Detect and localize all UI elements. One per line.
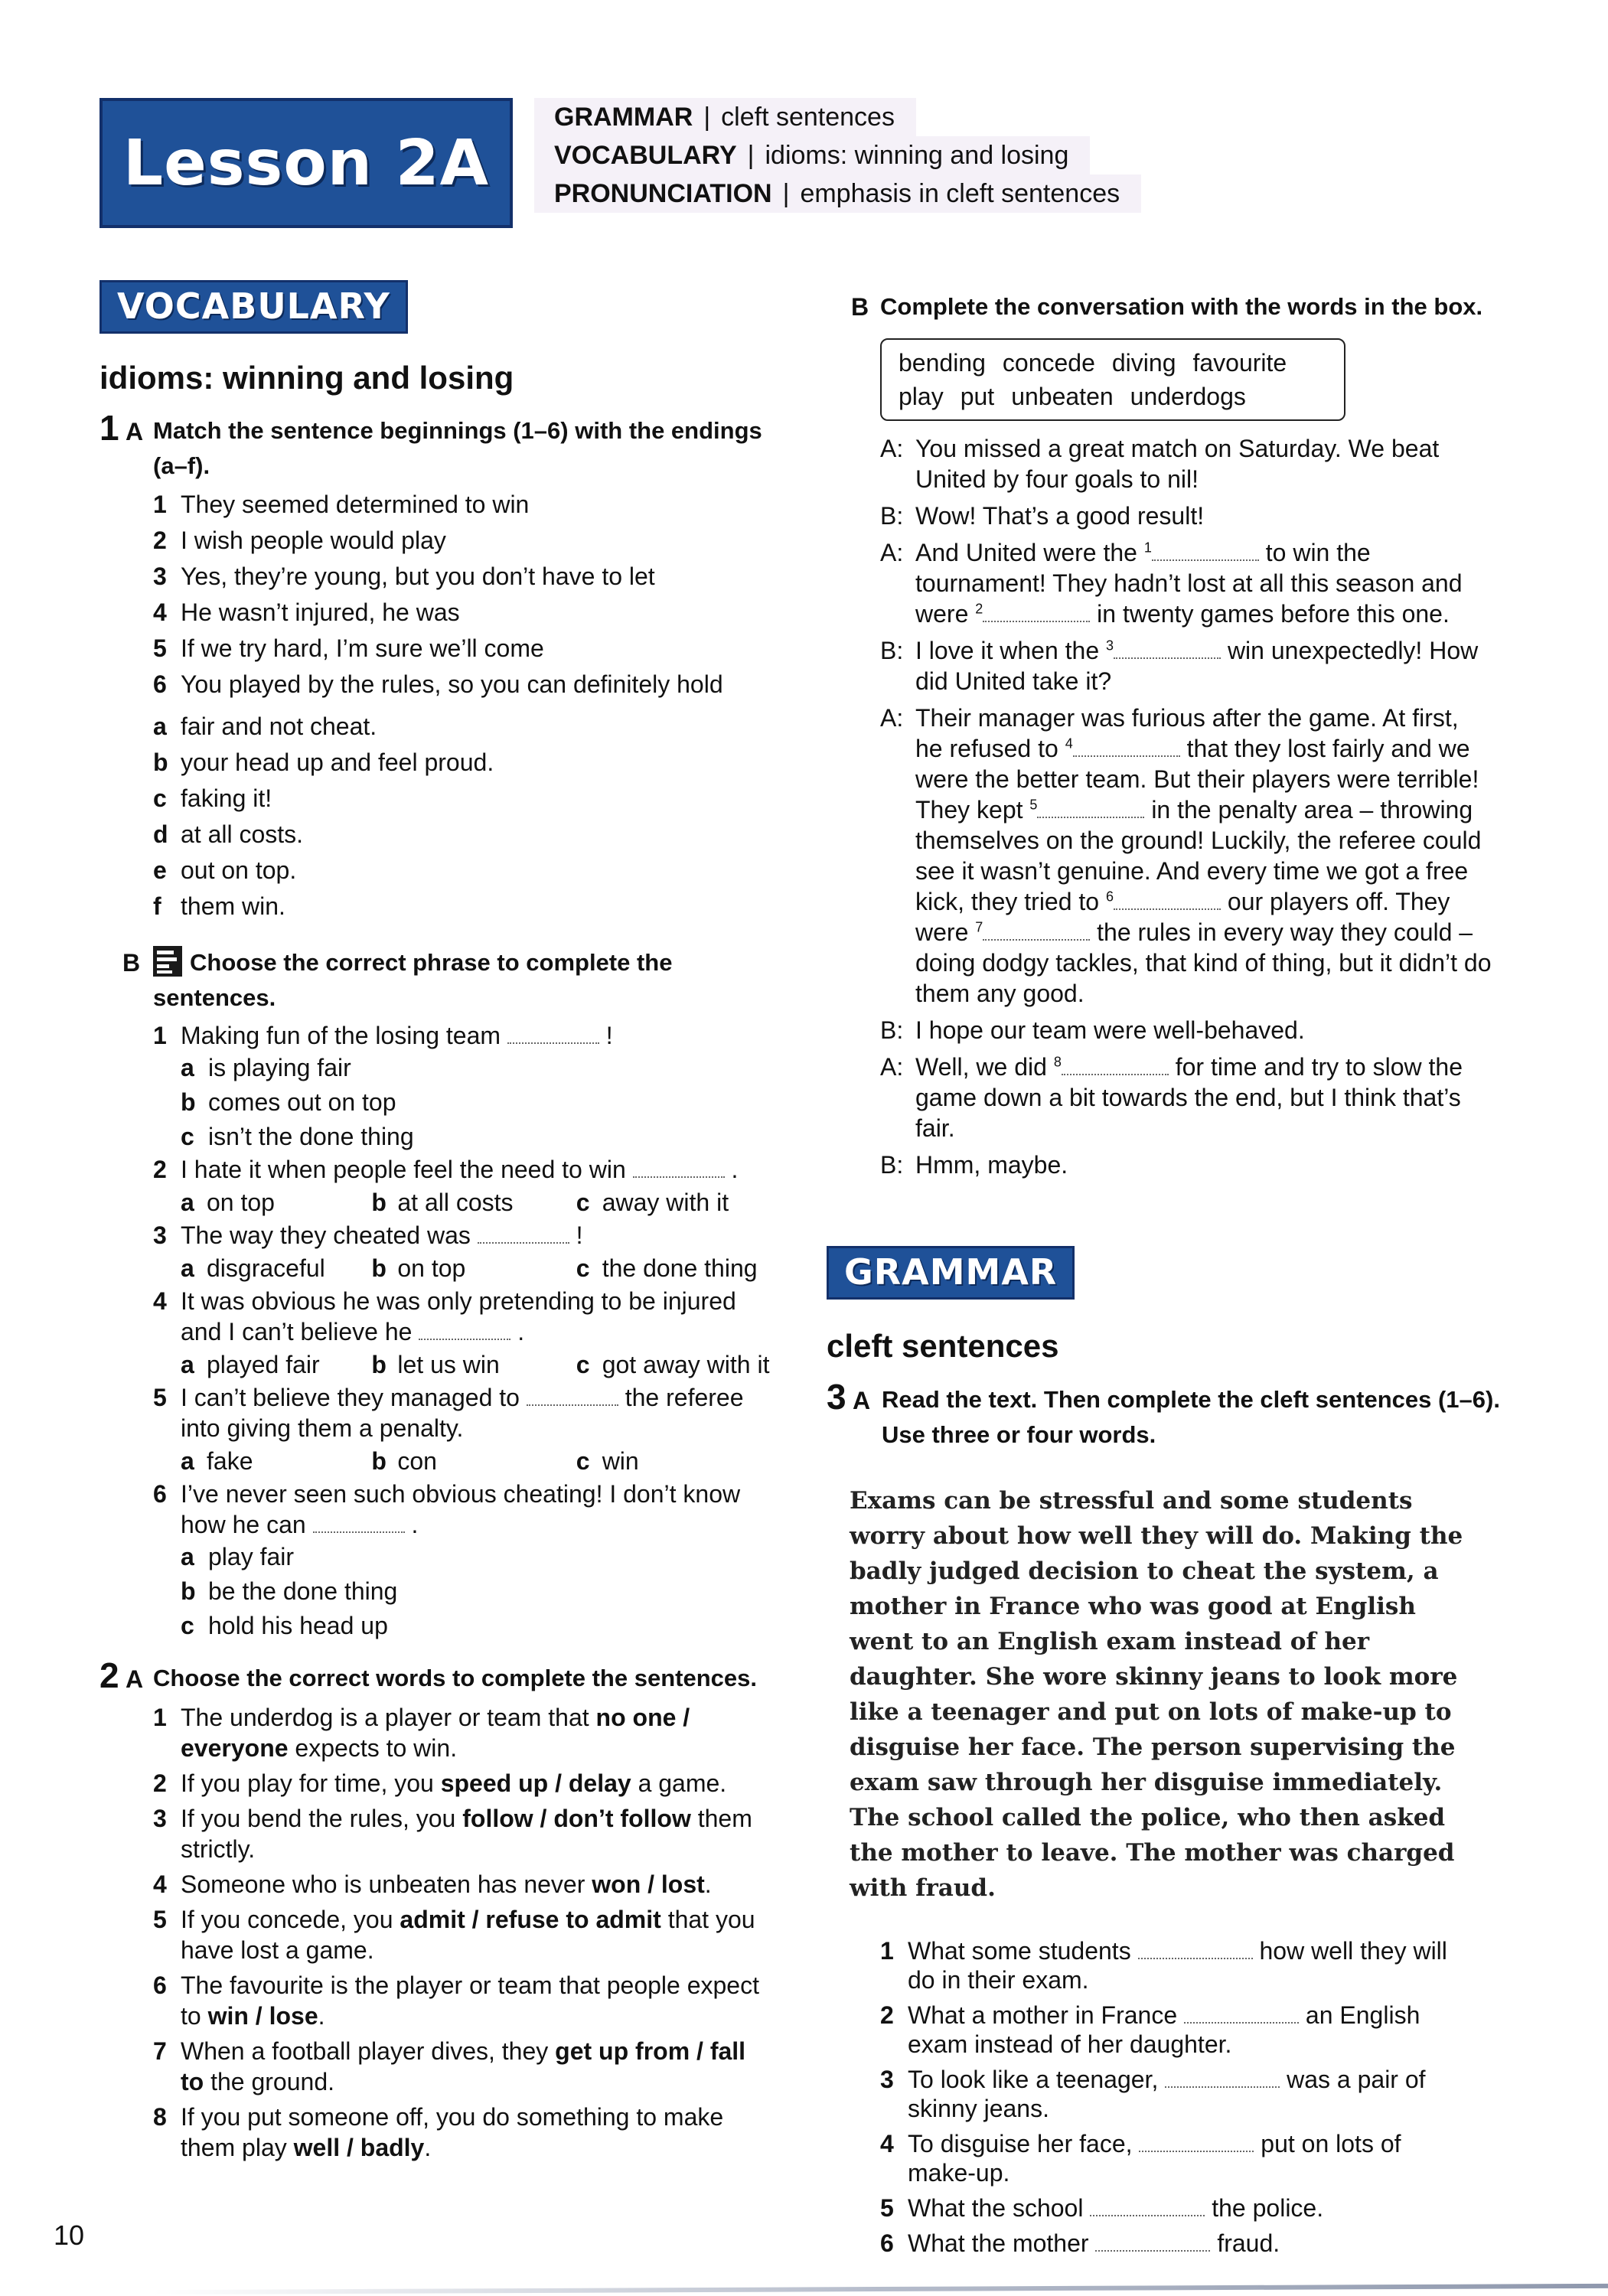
option-text: hold his head up <box>208 1612 388 1639</box>
answer-option[interactable] <box>181 1609 781 1643</box>
item-number: 1 <box>880 1937 894 1965</box>
conversation-turn <box>880 537 1492 629</box>
question-item <box>153 1382 781 1443</box>
answer-option[interactable] <box>181 1085 781 1120</box>
word-box-item: favourite <box>1192 349 1287 377</box>
item-text-before: If you bend the rules, you <box>181 1805 463 1832</box>
item-number: 3 <box>153 563 167 590</box>
item-text-before: I’ve never seen such obvious cheating! I don’t know how he can <box>181 1480 741 1538</box>
answer-options-row <box>153 1347 781 1382</box>
cleft-sentence-item <box>880 2001 1462 2059</box>
answer-option[interactable] <box>576 1251 781 1286</box>
option-letter: c <box>576 1254 590 1282</box>
speaker-label: A: <box>880 435 904 462</box>
gap-number: 4 <box>1065 735 1073 752</box>
answer-option[interactable] <box>576 1347 781 1382</box>
item-text-before: The favourite is the player or team that people expect to <box>181 1971 759 2030</box>
exercise-instruction: Read the text. Then complete the cleft sentences (1–6). Use three or four words. <box>882 1386 1500 1448</box>
option-text: faking it! <box>181 784 272 812</box>
option-letter: f <box>153 892 161 920</box>
question-item <box>153 2036 762 2097</box>
answer-options-row <box>153 1185 781 1220</box>
option-text: isn’t the done thing <box>208 1123 414 1150</box>
option-letter: c <box>576 1189 590 1216</box>
item-text-before: Someone who is unbeaten has never <box>181 1870 592 1898</box>
option-text: out on top. <box>181 856 297 884</box>
item-text-before: If you play for time, you <box>181 1769 441 1797</box>
word-choice[interactable]: no one / everyone <box>181 1704 690 1762</box>
option-letter: e <box>153 856 167 884</box>
conversation-turn <box>880 501 1492 531</box>
item-text: I wish people would play <box>181 527 446 554</box>
answer-option[interactable] <box>181 1540 781 1574</box>
item-number: 2 <box>153 1156 167 1183</box>
option-text: at all costs <box>397 1189 514 1216</box>
word-box-item: unbeaten <box>1011 383 1114 410</box>
item-text-before: To disguise her face, <box>908 2130 1133 2157</box>
item-number: 1 <box>153 1022 167 1049</box>
answer-blank[interactable] <box>983 918 1090 941</box>
answer-option[interactable] <box>181 1347 371 1382</box>
option-letter: a <box>181 1054 194 1081</box>
item-text-before: What a mother in France <box>908 2001 1178 2029</box>
item-text-after: . <box>424 2134 432 2161</box>
exercise-1b <box>122 945 781 1643</box>
item-text-after: them strictly. <box>181 1805 752 1863</box>
item-number: 2 <box>153 1769 167 1797</box>
question-item <box>153 1154 781 1185</box>
gap-number: 5 <box>1029 797 1038 813</box>
speaker-label: B: <box>880 1151 904 1179</box>
item-number: 6 <box>153 670 167 698</box>
question-item <box>153 1220 781 1251</box>
item-text-after: the ground. <box>204 2068 334 2095</box>
item-number: 1 <box>153 491 167 518</box>
option-letter: a <box>153 713 167 740</box>
exercise-instruction: Complete the conversation with the words in the box. <box>880 293 1483 320</box>
item-text-before: If you put someone off, you do something to make them play <box>181 2103 724 2161</box>
answer-option[interactable] <box>181 1443 371 1479</box>
worksheet-icon <box>153 946 182 977</box>
answer-option[interactable] <box>371 1443 576 1479</box>
item-number: 4 <box>153 1870 167 1898</box>
sentence-beginning <box>153 667 773 703</box>
exercise-letter: A <box>126 418 144 445</box>
option-letter: c <box>576 1351 590 1378</box>
option-text: your head up and feel proud. <box>181 748 494 776</box>
topic-label: GRAMMAR <box>554 103 693 132</box>
item-text-after: the referee into giving them a penalty. <box>181 1384 744 1442</box>
option-letter: b <box>153 748 168 776</box>
word-box-item: concede <box>1002 349 1095 377</box>
answer-options-row <box>153 1251 781 1286</box>
word-box-item: underdogs <box>1130 383 1246 410</box>
item-text-after: how well they will do in their exam. <box>908 1937 1447 1994</box>
option-text: away with it <box>602 1189 729 1216</box>
sentence-ending <box>153 853 773 889</box>
cleft-sentence-item <box>880 1936 1462 1994</box>
sentence-ending <box>153 745 773 781</box>
conversation-text: Wow! That’s a good result! <box>915 502 1205 530</box>
page-number: 10 <box>54 2219 85 2251</box>
item-text-before: What the school <box>908 2194 1084 2222</box>
question-item <box>153 1803 762 1864</box>
answer-option[interactable] <box>181 1051 781 1085</box>
item-number: 5 <box>153 634 167 662</box>
option-text: win <box>602 1447 639 1475</box>
answer-option[interactable] <box>371 1251 576 1286</box>
option-text: them win. <box>181 892 285 920</box>
topic-pronunciation <box>534 174 1141 213</box>
item-text-after: fraud. <box>1217 2229 1280 2257</box>
item-number: 6 <box>153 1480 167 1508</box>
item-text-before: When a football player dives, they <box>181 2037 556 2065</box>
option-text: on top <box>207 1189 275 1216</box>
sentence-beginning <box>153 523 773 559</box>
answer-blank[interactable] <box>1114 636 1221 659</box>
option-text: on top <box>397 1254 466 1282</box>
question-item <box>153 1702 762 1763</box>
answer-blank[interactable] <box>983 599 1090 622</box>
item-number: 6 <box>880 2229 894 2257</box>
conversation-text: our players off. They were <box>915 888 1450 946</box>
item-text-before: I hate it when people feel the need to win <box>181 1156 626 1183</box>
answer-options-row <box>153 1443 781 1479</box>
word-box-item: bending <box>899 349 986 377</box>
item-text-after: an English exam instead of her daughter. <box>908 2001 1420 2058</box>
item-text: You played by the rules, so you can definitely hold <box>181 670 723 698</box>
option-letter: d <box>153 820 168 848</box>
item-text-after: the police. <box>1212 2194 1324 2222</box>
topic-value: cleft sentences <box>721 103 895 132</box>
answer-option[interactable] <box>181 1251 371 1286</box>
item-number: 3 <box>153 1221 167 1249</box>
option-letter: a <box>181 1189 194 1216</box>
option-text: played fair <box>207 1351 320 1378</box>
item-number: 4 <box>153 598 167 626</box>
conversation-turn <box>880 1052 1492 1143</box>
answer-option[interactable] <box>576 1443 781 1479</box>
answer-blank[interactable] <box>1138 1936 1253 1959</box>
item-text-after: expects to win. <box>288 1734 458 1762</box>
exercise-2a <box>99 1655 773 2167</box>
option-letter: a <box>181 1351 194 1378</box>
question-item <box>153 1286 781 1347</box>
item-text-before: The underdog is a player or team that <box>181 1704 596 1731</box>
item-number: 7 <box>153 2037 167 2065</box>
conversation-text: win unexpectedly! How did United take it? <box>915 637 1479 695</box>
item-text-before: It was obvious he was only pretending to be injured and I can’t believe he <box>181 1287 736 1345</box>
conversation-text: I hope our team were well-behaved. <box>915 1016 1305 1044</box>
speaker-label: B: <box>880 502 904 530</box>
conversation-text: for time and try to slow the game down a bit towards the end, but I think that’s fair. <box>915 1053 1463 1142</box>
question-item <box>153 1768 762 1799</box>
option-letter: a <box>181 1254 194 1282</box>
option-text: play fair <box>208 1543 295 1570</box>
conversation-turn <box>880 433 1492 494</box>
conversation-turn <box>880 703 1492 1009</box>
conversation-text: I love it when the <box>915 637 1107 664</box>
item-number: 3 <box>880 2066 894 2093</box>
conversation-turn <box>880 1150 1492 1180</box>
answer-blank[interactable] <box>419 1317 510 1340</box>
answer-blank[interactable] <box>1184 2001 1299 2024</box>
item-number: 2 <box>880 2001 894 2029</box>
option-letter: c <box>576 1447 590 1475</box>
item-text-before: Making fun of the losing team <box>181 1022 501 1049</box>
speaker-label: A: <box>880 539 904 566</box>
item-text-before: What some students <box>908 1937 1131 1965</box>
topic-separator: | <box>703 103 711 132</box>
item-text-before: I can’t believe they managed to <box>181 1384 520 1411</box>
answer-blank[interactable] <box>478 1221 569 1244</box>
answer-option[interactable] <box>371 1185 576 1220</box>
topic-vocabulary <box>534 136 1090 174</box>
item-number: 3 <box>153 1805 167 1832</box>
topic-value: idioms: winning and losing <box>765 141 1069 170</box>
answer-blank[interactable] <box>1114 887 1221 910</box>
option-text: let us win <box>397 1351 500 1378</box>
item-text-after: . <box>411 1511 419 1538</box>
question-item <box>153 1904 762 1965</box>
exercise-letter: A <box>126 1665 144 1693</box>
item-text: If we try hard, I’m sure we’ll come <box>181 634 544 662</box>
word-choice[interactable]: follow / don’t follow <box>462 1805 691 1832</box>
item-text: He wasn’t injured, he was <box>181 598 460 626</box>
gap-number: 7 <box>975 919 983 935</box>
answer-option[interactable] <box>371 1347 576 1382</box>
option-text: is playing fair <box>208 1054 351 1081</box>
item-number: 4 <box>153 1287 167 1315</box>
question-item <box>153 2102 762 2163</box>
option-text: the done thing <box>602 1254 758 1282</box>
item-number: 2 <box>153 527 167 554</box>
sentence-beginning <box>153 631 773 667</box>
item-number: 5 <box>153 1384 167 1411</box>
conversation-text: that they lost fairly and we were the better team. But their players were terrible! They kept <box>915 735 1479 823</box>
item-text-after: ! <box>605 1022 613 1049</box>
option-text: fair and not cheat. <box>181 713 377 740</box>
topic-grammar <box>534 98 916 136</box>
option-text: fake <box>207 1447 253 1475</box>
item-number: 1 <box>153 1704 167 1731</box>
item-text: Yes, they’re young, but you don’t have to let <box>181 563 655 590</box>
item-text-before: The way they cheated was <box>181 1221 471 1249</box>
item-text-after: was a pair of skinny jeans. <box>908 2066 1426 2122</box>
item-text-after: a game. <box>631 1769 727 1797</box>
sentence-ending <box>153 781 773 817</box>
answer-option[interactable] <box>181 1120 781 1154</box>
vocabulary-subheading: idioms: winning and losing <box>99 360 514 396</box>
conversation-turn <box>880 635 1492 696</box>
sentence-ending <box>153 709 773 745</box>
question-item <box>153 1869 762 1900</box>
option-text: comes out on top <box>208 1088 396 1116</box>
exercise-letter: B <box>122 949 141 977</box>
answer-blank[interactable] <box>1095 2229 1210 2252</box>
question-item <box>153 1479 781 1540</box>
answer-blank[interactable] <box>1152 538 1259 561</box>
item-text-after: . <box>731 1156 739 1183</box>
exercise-3a <box>827 1377 1515 2264</box>
word-choice[interactable]: admit / refuse to admit <box>400 1906 661 1933</box>
answer-blank[interactable] <box>1062 1052 1169 1075</box>
word-box-item: diving <box>1111 349 1176 377</box>
item-number: 6 <box>153 1971 167 1999</box>
item-text-before: If you concede, you <box>181 1906 400 1933</box>
word-choice[interactable]: get up from / fall to <box>181 2037 746 2095</box>
question-item <box>153 1970 762 2031</box>
answer-blank[interactable] <box>313 1510 405 1533</box>
answer-blank[interactable] <box>1073 734 1180 757</box>
page-edge-shadow <box>153 2284 1608 2294</box>
option-letter: b <box>371 1351 387 1378</box>
exercise-2b <box>851 289 1525 1186</box>
option-letter: c <box>153 784 167 812</box>
vocabulary-banner: VOCABULARY <box>99 280 408 334</box>
item-number: 5 <box>153 1906 167 1933</box>
item-text-before: To look like a teenager, <box>908 2066 1159 2093</box>
cleft-sentence-item <box>880 2129 1462 2187</box>
word-choice[interactable]: well / badly <box>293 2134 425 2161</box>
gap-number: 6 <box>1105 889 1114 905</box>
answer-blank[interactable] <box>527 1383 618 1406</box>
conversation-text: in the penalty area – throwing themselves on the ground! Luckily, the referee could see it wasn’t genuine. And every time we got a free kick, they tried to <box>915 796 1482 915</box>
answer-option[interactable] <box>181 1574 781 1609</box>
sentence-beginning <box>153 559 773 595</box>
lesson-title: Lesson 2A <box>122 126 490 200</box>
sentence-beginning <box>153 595 773 631</box>
item-text-after: . <box>318 2002 325 2030</box>
item-number: 8 <box>153 2103 167 2131</box>
gap-number: 1 <box>1143 540 1152 556</box>
answer-blank[interactable] <box>633 1155 725 1178</box>
exercise-instruction: Choose the correct words to complete the sentences. <box>153 1665 757 1691</box>
conversation-text: the rules in every way they could – doing dodgy tackles, that kind of thing, but it didn’t do them any good. <box>915 918 1492 1007</box>
conversation-text: Their manager was furious after the game. At first, he refused to <box>915 704 1459 762</box>
cleft-sentence-item <box>880 2229 1462 2258</box>
item-text-after: that you have lost a game. <box>181 1906 755 1964</box>
conversation-text: Hmm, maybe. <box>915 1151 1068 1179</box>
item-number: 5 <box>880 2194 894 2222</box>
lesson-title-box <box>99 98 513 228</box>
topic-value: emphasis in cleft sentences <box>800 179 1120 208</box>
sentence-beginning <box>153 487 773 523</box>
item-text-after: put on lots of make-up. <box>908 2130 1401 2187</box>
conversation-text: You missed a great match on Saturday. We beat United by four goals to nil! <box>915 435 1440 493</box>
conversation-text: to win the tournament! They hadn’t lost at all this season and were <box>915 539 1463 628</box>
grammar-subheading: cleft sentences <box>827 1328 1059 1364</box>
option-letter: b <box>181 1577 196 1605</box>
answer-option[interactable] <box>181 1185 371 1220</box>
option-text: got away with it <box>602 1351 770 1378</box>
sentence-ending <box>153 889 773 925</box>
item-text-before: What the mother <box>908 2229 1089 2257</box>
exercise-number: 1 <box>99 408 119 448</box>
option-letter: b <box>371 1189 387 1216</box>
exercise-1a <box>99 408 773 925</box>
topic-separator: | <box>747 141 755 170</box>
answer-blank[interactable] <box>1165 2065 1280 2088</box>
option-letter: a <box>181 1543 194 1570</box>
sentence-ending <box>153 817 773 853</box>
cleft-sentence-item <box>880 2193 1462 2223</box>
lesson-topics <box>534 98 1141 213</box>
exercise-letter: B <box>851 293 869 321</box>
cleft-sentence-item <box>880 2065 1462 2123</box>
topic-label: VOCABULARY <box>554 141 737 170</box>
answer-blank[interactable] <box>1139 2129 1254 2152</box>
item-text-after: . <box>517 1318 525 1345</box>
gap-number: 3 <box>1106 638 1114 654</box>
option-text: disgraceful <box>207 1254 325 1282</box>
word-box-item: play <box>899 383 944 410</box>
speaker-label: A: <box>880 704 904 732</box>
option-letter: b <box>371 1254 387 1282</box>
conversation-turn <box>880 1015 1492 1045</box>
conversation-text: And United were the <box>915 539 1144 566</box>
answer-blank[interactable] <box>507 1021 599 1044</box>
speaker-label: B: <box>880 1016 904 1044</box>
exercise-instruction: Match the sentence beginnings (1–6) with the endings (a–f). <box>153 417 762 479</box>
item-number: 4 <box>880 2130 894 2157</box>
conversation-text: in twenty games before this one. <box>1090 600 1450 628</box>
gap-number: 2 <box>975 601 983 617</box>
speaker-label: B: <box>880 637 904 664</box>
exercise-number: 2 <box>99 1655 119 1695</box>
topic-separator: | <box>782 179 790 208</box>
option-letter: c <box>181 1612 194 1639</box>
gap-number: 8 <box>1053 1054 1062 1070</box>
answer-blank[interactable] <box>1090 2193 1205 2216</box>
exercise-instruction: Choose the correct phrase to complete the sentences. <box>153 949 673 1011</box>
option-text: be the done thing <box>208 1577 398 1605</box>
word-box-item: put <box>960 383 995 410</box>
word-choice[interactable]: win / lose <box>207 2002 318 2030</box>
topic-label: PRONUNCIATION <box>554 179 772 208</box>
exercise-number: 3 <box>827 1377 846 1417</box>
item-text: They seemed determined to win <box>181 491 530 518</box>
answer-blank[interactable] <box>1037 795 1144 818</box>
item-text-after: ! <box>576 1221 583 1249</box>
word-choice[interactable]: won / lost <box>592 1870 705 1898</box>
grammar-banner: GRAMMAR <box>827 1246 1075 1300</box>
question-item <box>153 1020 781 1051</box>
option-text: at all costs. <box>181 820 304 848</box>
speaker-label: A: <box>880 1053 904 1081</box>
option-letter: b <box>371 1447 387 1475</box>
word-box <box>880 338 1345 421</box>
reading-text: Exams can be stressful and some students worry about how well they will do. Making the badly judged decision to cheat the system, a mother in France who was good at English went to an English exam instead of her daughter. She wore skinny jeans to look more like a teenager and put on lots of make-up to disguise her face. The person supervising the exam saw through her disguise immediately. The school called the police, who then asked the mother to leave. The mother was charged with fraud. <box>850 1487 1463 1902</box>
conversation-text: Well, we did <box>915 1053 1054 1081</box>
answer-option[interactable] <box>576 1185 781 1220</box>
item-text-after: . <box>704 1870 712 1898</box>
exercise-letter: A <box>853 1387 871 1414</box>
option-letter: c <box>181 1123 194 1150</box>
option-text: con <box>397 1447 437 1475</box>
option-letter: b <box>181 1088 196 1116</box>
option-letter: a <box>181 1447 194 1475</box>
word-choice[interactable]: speed up / delay <box>440 1769 631 1797</box>
